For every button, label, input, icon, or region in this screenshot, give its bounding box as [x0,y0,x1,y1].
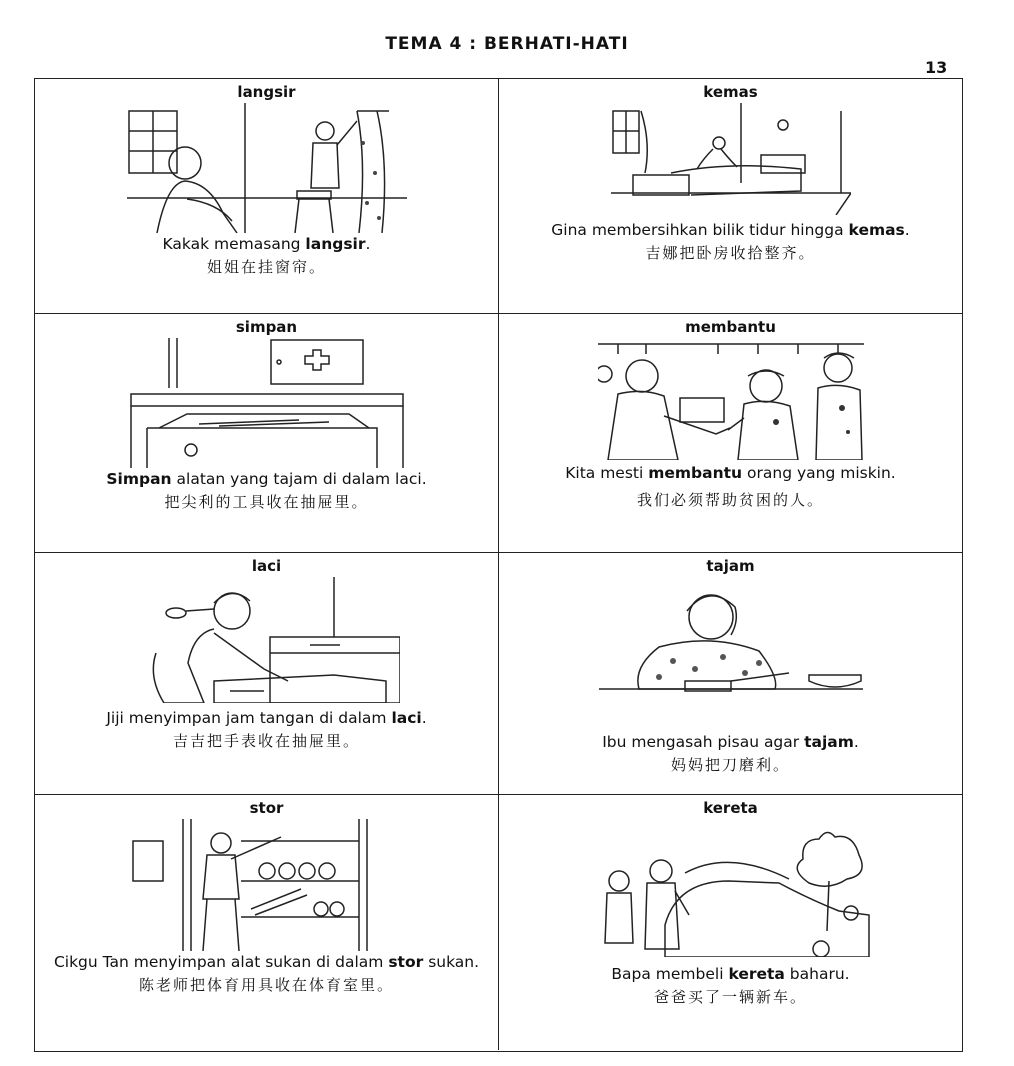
man-giving-money-illustration [598,338,864,460]
vocab-word: simpan [235,318,298,336]
vocab-sentence: Cikgu Tan menyimpan alat sukan di dalam stor sukan. [53,953,480,971]
vocab-chinese-translation: 妈妈把刀磨利。 [670,756,790,774]
page-title: TEMA 4 : BERHATI-HATI [385,34,629,54]
family-with-new-car-illustration [589,819,873,957]
vocab-word: laci [251,557,282,575]
vocab-word: membantu [685,318,776,336]
vocab-word: stor [249,799,284,817]
vocab-sentence: Ibu mengasah pisau agar tajam. [602,733,859,751]
vocab-card-tajam [499,553,962,795]
vocab-chinese-translation: 姐姐在挂窗帘。 [206,258,326,276]
vocab-word: kereta [703,799,758,817]
vocab-card-simpan [35,314,499,553]
first-aid-box-and-drawer-illustration [129,338,405,468]
teacher-in-sports-store-illustration [131,819,403,951]
vocab-sentence: Jiji menyimpan jam tangan di dalam laci. [106,709,427,727]
vocab-sentence: Simpan alatan yang tajam di dalam laci. [106,470,427,488]
girl-tidying-bedroom-illustration [611,103,851,215]
vocab-card-laci [35,553,499,795]
vocab-word: tajam [706,557,755,575]
vocab-card-stor [35,795,499,1050]
vocab-word: langsir [237,83,296,101]
vocab-sentence: Kita mesti membantu orang yang miskin. [565,464,896,482]
girl-opening-drawer-illustration [134,577,400,703]
page-number: 13 [925,58,948,77]
vocab-chinese-translation: 我们必须帮助贫困的人。 [636,491,824,509]
vocab-card-membantu [499,314,962,553]
vocab-chinese-translation: 吉吉把手表收在抽屉里。 [172,732,360,750]
vocab-chinese-translation: 吉娜把卧房收拾整齐。 [645,244,816,262]
vocab-word: kemas [703,83,758,101]
vocab-sentence: Bapa membeli kereta baharu. [611,965,850,983]
vocab-card-kemas [499,79,962,314]
vocab-chinese-translation: 爸爸买了一辆新车。 [653,988,807,1006]
vocabulary-grid [34,78,963,1052]
mother-sharpening-knife-illustration [599,577,863,703]
vocab-sentence: Gina membersihkan bilik tidur hingga kemas. [551,221,910,239]
woman-hanging-curtain-illustration [127,103,407,233]
vocab-card-kereta [499,795,962,1050]
vocab-chinese-translation: 把尖利的工具收在抽屉里。 [164,493,369,511]
vocab-sentence: Kakak memasang langsir. [162,235,371,253]
vocab-chinese-translation: 陈老师把体育用具收在体育室里。 [138,976,394,994]
vocab-card-langsir [35,79,499,314]
